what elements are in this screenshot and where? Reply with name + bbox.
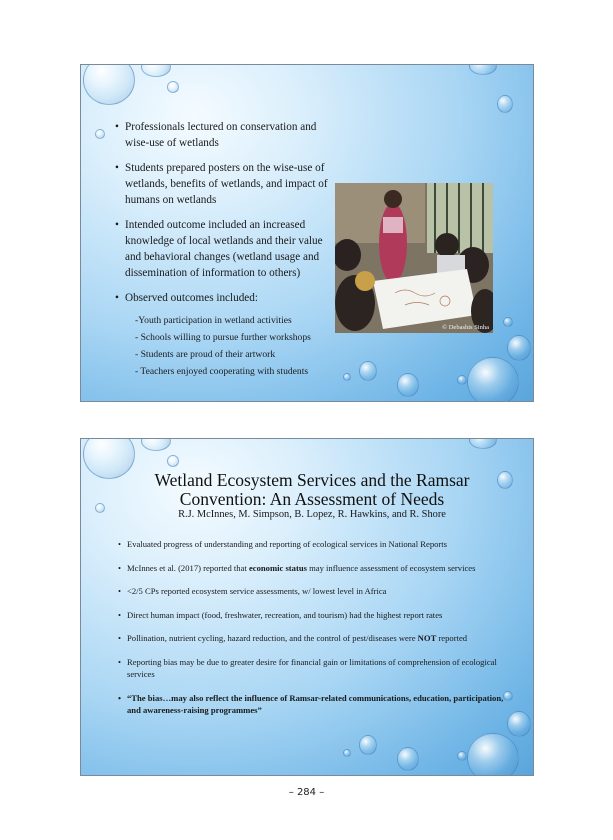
water-drop-decoration [397,747,419,771]
bullet-item: • <2/5 CPs reported ecosystem service assessments, w/ lowest level in Africa [127,585,511,597]
water-drop-decoration [497,95,513,113]
slide-authors: R.J. McInnes, M. Simpson, B. Lopez, R. Hawkins, and R. Shore [178,509,446,520]
water-drop-decoration [95,129,105,139]
bullet-item: • Observed outcomes included: [125,290,331,306]
water-drop-decoration [467,733,519,776]
water-drop-decoration [141,64,171,77]
water-drop-decoration [359,735,377,755]
bullet-item: • Professionals lectured on conservation and wise-use of wetlands [125,119,331,151]
water-drop-decoration [397,373,419,397]
water-drop-decoration [469,438,497,449]
slide-2-bullet-list [127,538,511,727]
slide-1 [80,64,534,402]
bullet-item-quote: • “The bias…may also reflect the influence of Ramsar-related communications, education, participation, and awareness-raising programmes” [127,692,511,716]
slide-2 [80,438,534,776]
water-drop-decoration [467,357,519,402]
water-drop-decoration [141,438,171,451]
water-drop-decoration [167,455,179,467]
water-drop-decoration [343,373,351,381]
water-drop-decoration [343,749,351,757]
bullet-item: • Direct human impact (food, freshwater, recreation, and tourism) had the highest report rates [127,609,511,621]
bullet-item: • Intended outcome included an increased knowledge of local wetlands and their value and behavioral changes (wetland usage and dissemination of information to others) [125,217,331,281]
sub-item: - Students are proud of their artwork [135,349,276,360]
sub-item: - Schools willing to pursue further workshops [135,332,311,343]
water-drop-decoration [507,335,531,361]
water-drop-decoration [503,317,513,327]
water-drop-decoration [457,751,467,761]
sub-item: - Teachers enjoyed cooperating with students [135,366,309,377]
slide-title: Wetland Ecosystem Services and the Ramsar Convention: An Assessment of Needs [154,470,470,509]
bullet-item: • Evaluated progress of understanding and reporting of ecological services in National Reports [127,538,511,550]
water-drop-decoration [95,503,105,513]
bullet-item: • Students prepared posters on the wise-use of wetlands, benefits of wetlands, and impact of humans on wetlands [125,160,331,208]
classroom-photo-illustration [335,183,493,333]
water-drop-decoration [469,64,497,75]
page-number: – 284 – [288,787,325,798]
sub-item: -Youth participation in wetland activities [135,315,292,326]
water-drop-decoration [359,361,377,381]
water-drop-decoration [83,64,135,105]
bullet-item: • McInnes et al. (2017) reported that economic status may influence assessment of ecosystem services [127,562,511,574]
water-drop-decoration [457,375,467,385]
photo-credit: © Debashis Sinha [442,324,489,331]
bullet-item: • Pollination, nutrient cycling, hazard reduction, and the control of pest/diseases were NOT reported [127,632,511,644]
bullet-item: • Reporting bias may be due to greater desire for financial gain or limitations of comprehension of ecological services [127,656,511,680]
classroom-photo [335,183,493,333]
slide-1-bullet-list [125,119,331,383]
water-drop-decoration [167,81,179,93]
